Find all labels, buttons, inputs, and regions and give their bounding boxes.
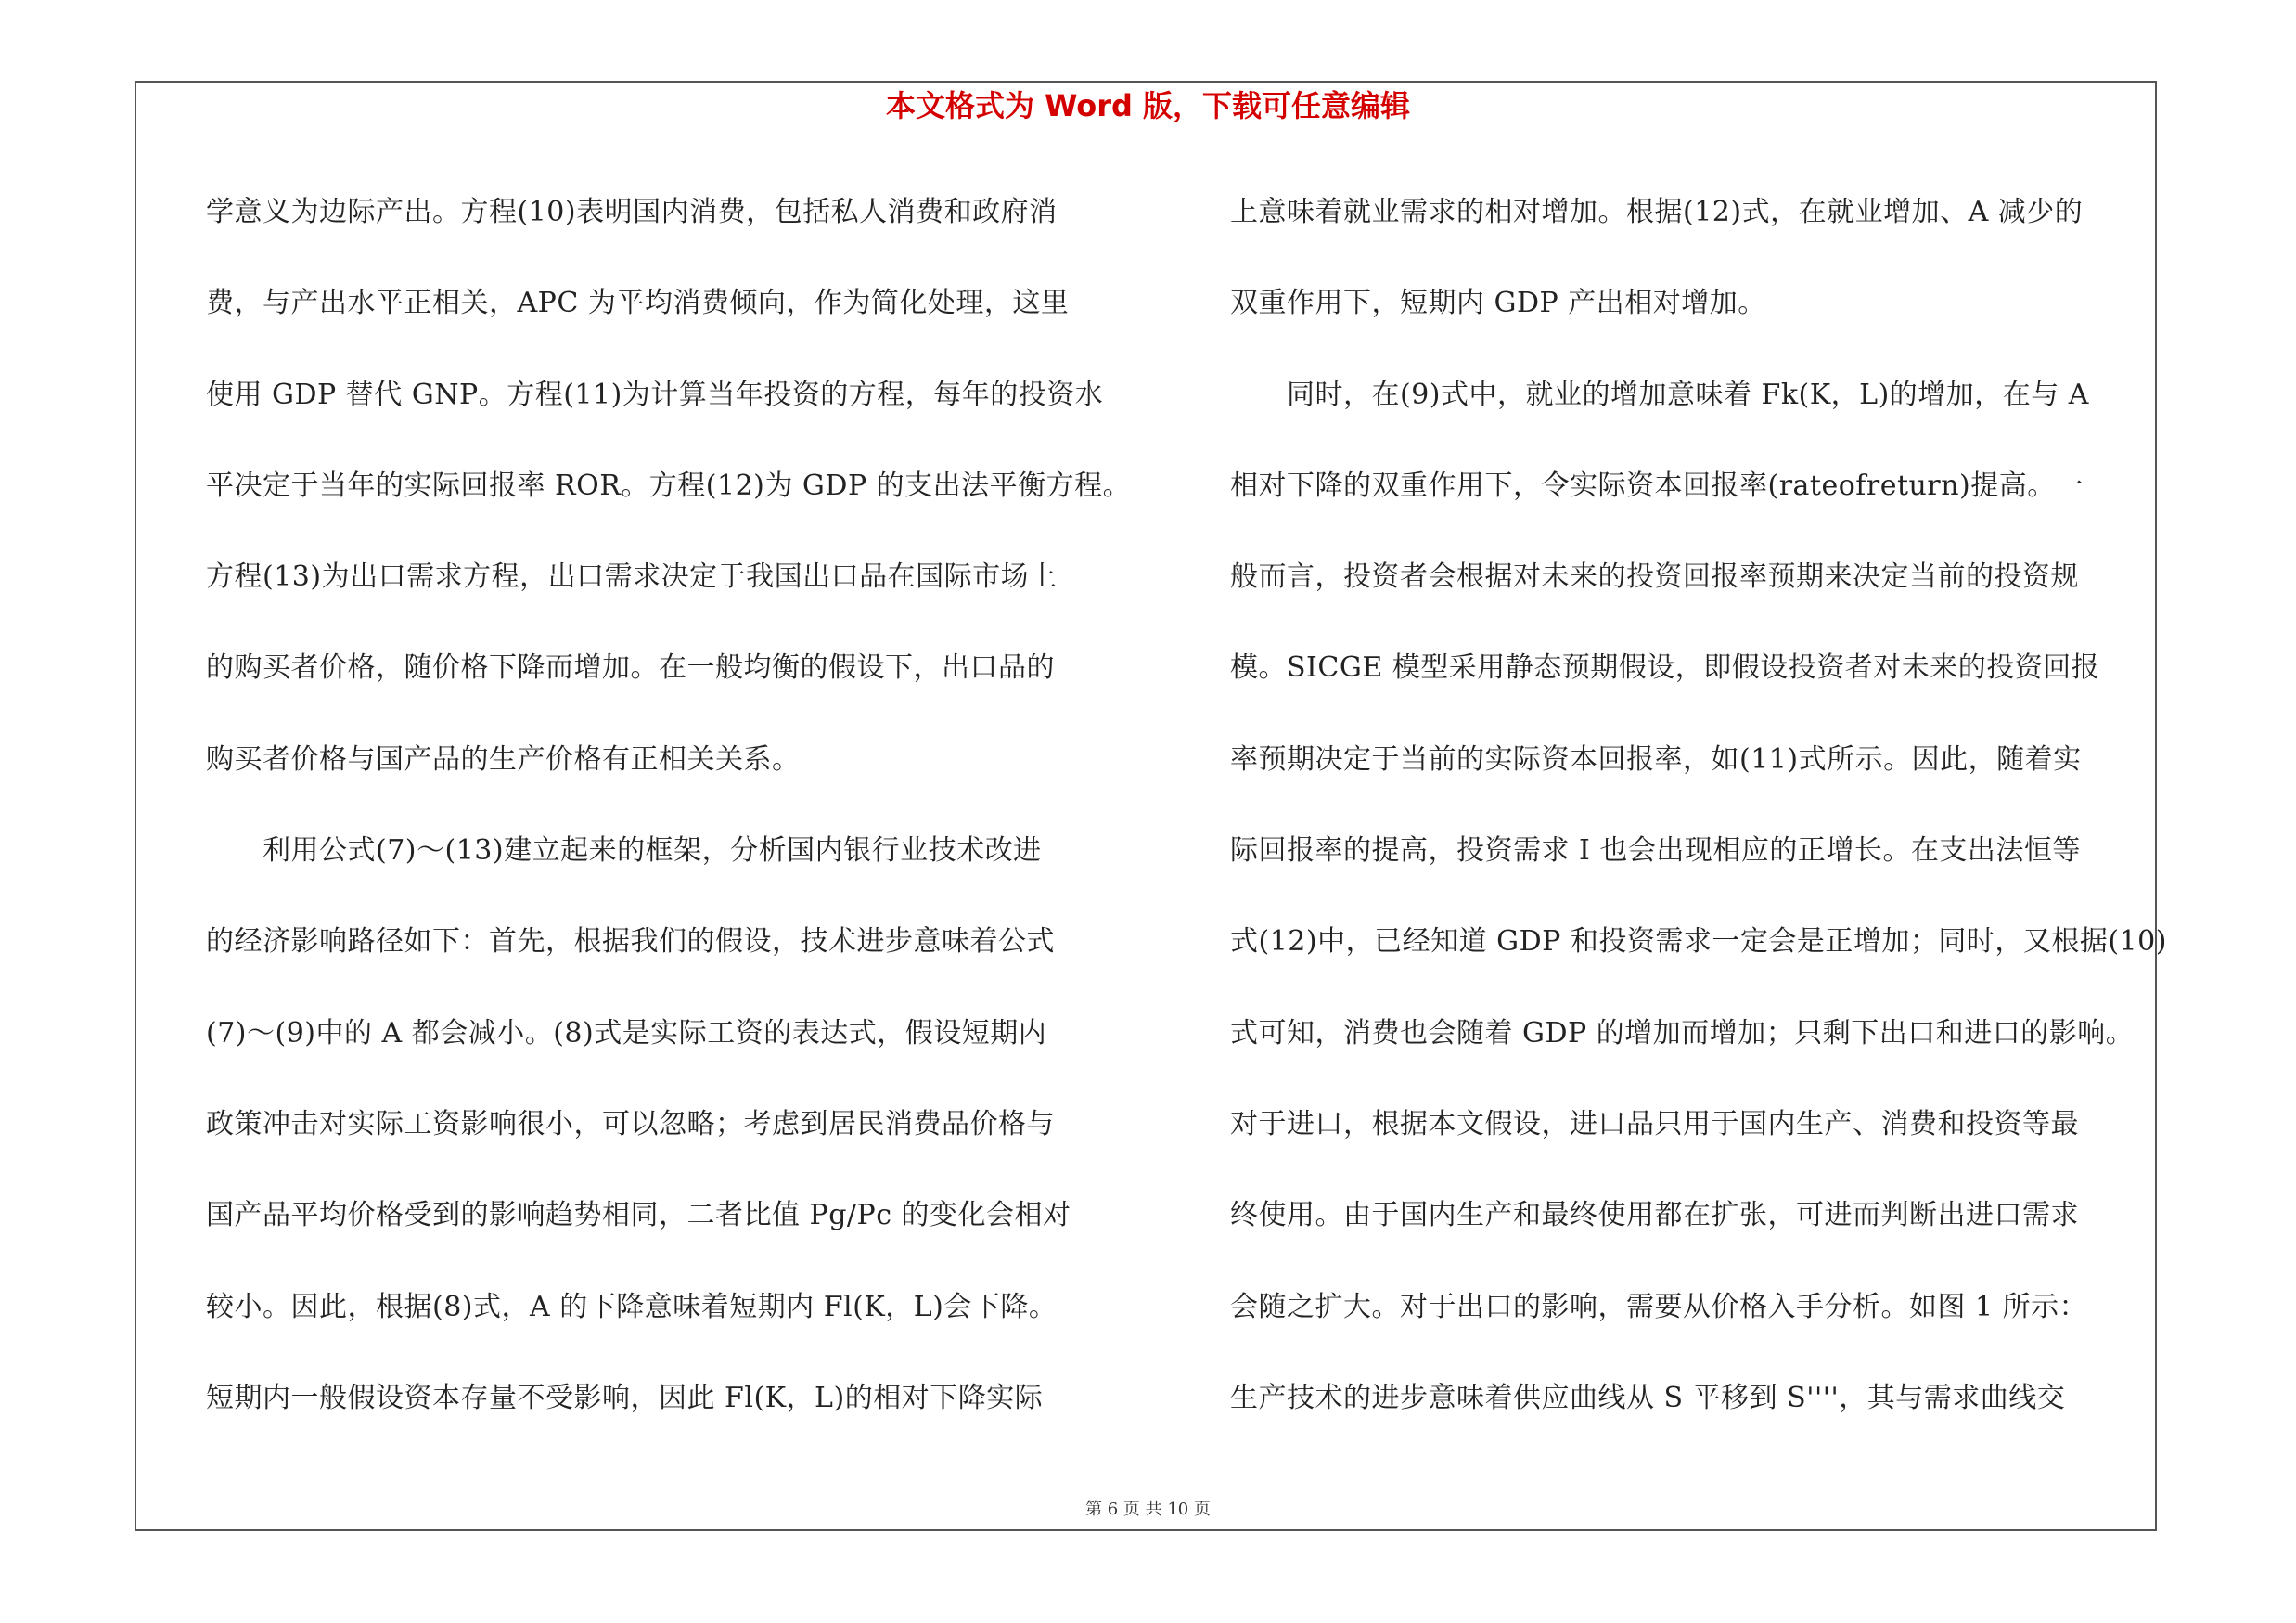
text-line: 会随之扩大。对于出口的影响，需要从价格入手分析。如图 1 所示： [1230,1290,2088,1323]
text-line: 相对下降的双重作用下，令实际资本回报率(rateofreturn)提高。一 [1230,469,2084,502]
text-line: 对于进口，根据本文假设，进口品只用于国内生产、消费和投资等最 [1230,1107,2079,1140]
text-line: 国产品平均价格受到的影响趋势相同，二者比值 Pg/Pc 的变化会相对 [206,1199,1071,1232]
text-line: 生产技术的进步意味着供应曲线从 S 平移到 S''''，其与需求曲线交 [1230,1381,2066,1414]
text-line: (7)～(9)中的 A 都会减小。(8)式是实际工资的表达式，假设短期内 [206,1016,1047,1050]
text-line: 的经济影响路径如下：首先，根据我们的假设，技术进步意味着公式 [206,925,1055,959]
text-line: 率预期决定于当前的实际资本回报率，如(11)式所示。因此，随着实 [1230,742,2082,776]
text-line: 短期内一般假设资本存量不受影响，因此 Fl(K，L)的相对下降实际 [206,1381,1044,1414]
document-banner: 本文格式为 Word 版，下载可任意编辑 [885,88,1411,123]
text-line: 费，与产出水平正相关，APC 为平均消费倾向，作为简化处理，这里 [206,287,1070,320]
text-line: 较小。因此，根据(8)式，A 的下降意味着短期内 Fl(K，L)会下降。 [206,1290,1058,1323]
text-line: 购买者价格与国产品的生产价格有正相关关系。 [206,742,801,776]
text-line: 的购买者价格，随价格下降而增加。在一般均衡的假设下，出口品的 [206,651,1055,685]
text-line: 上意味着就业需求的相对增加。根据(12)式，在就业增加、A 减少的 [1230,196,2084,228]
text-line: 际回报率的提高，投资需求 I 也会出现相应的正增长。在支出法恒等 [1230,834,2081,868]
text-line: 方程(13)为出口需求方程，出口需求决定于我国出口品在国际市场上 [206,560,1058,594]
text-line: 同时，在(9)式中，就业的增加意味着 Fk(K，L)的增加，在与 A [1230,378,2089,411]
text-line: 终使用。由于国内生产和最终使用都在扩张，可进而判断出进口需求 [1230,1199,2079,1232]
text-line: 模。SICGE 模型采用静态预期假设，即假设投资者对未来的投资回报 [1230,651,2100,685]
right-text-column [1230,185,2167,1462]
text-line: 双重作用下，短期内 GDP 产出相对增加。 [1230,287,1766,320]
text-line: 使用 GDP 替代 GNP。方程(11)为计算当年投资的方程，每年的投资水 [206,378,1104,411]
page-number-footer: 第 6 页 共 10 页 [1085,1500,1211,1519]
text-line: 式可知，消费也会随着 GDP 的增加而增加；只剩下出口和进口的影响。 [1230,1016,2135,1050]
text-line: 式(12)中，已经知道 GDP 和投资需求一定会是正增加；同时，又根据(10) [1230,925,2167,959]
text-line: 般而言，投资者会根据对未来的投资回报率预期来决定当前的投资规 [1230,560,2079,594]
text-line: 政策冲击对实际工资影响很小，可以忽略；考虑到居民消费品价格与 [206,1107,1055,1140]
text-line: 平决定于当年的实际回报率 ROR。方程(12)为 GDP 的支出法平衡方程。 [206,469,1132,502]
left-text-column [206,185,1134,1462]
text-line: 利用公式(7)～(13)建立起来的框架，分析国内银行业技术改进 [206,834,1042,868]
text-line: 学意义为边际产出。方程(10)表明国内消费，包括私人消费和政府消 [206,196,1058,228]
